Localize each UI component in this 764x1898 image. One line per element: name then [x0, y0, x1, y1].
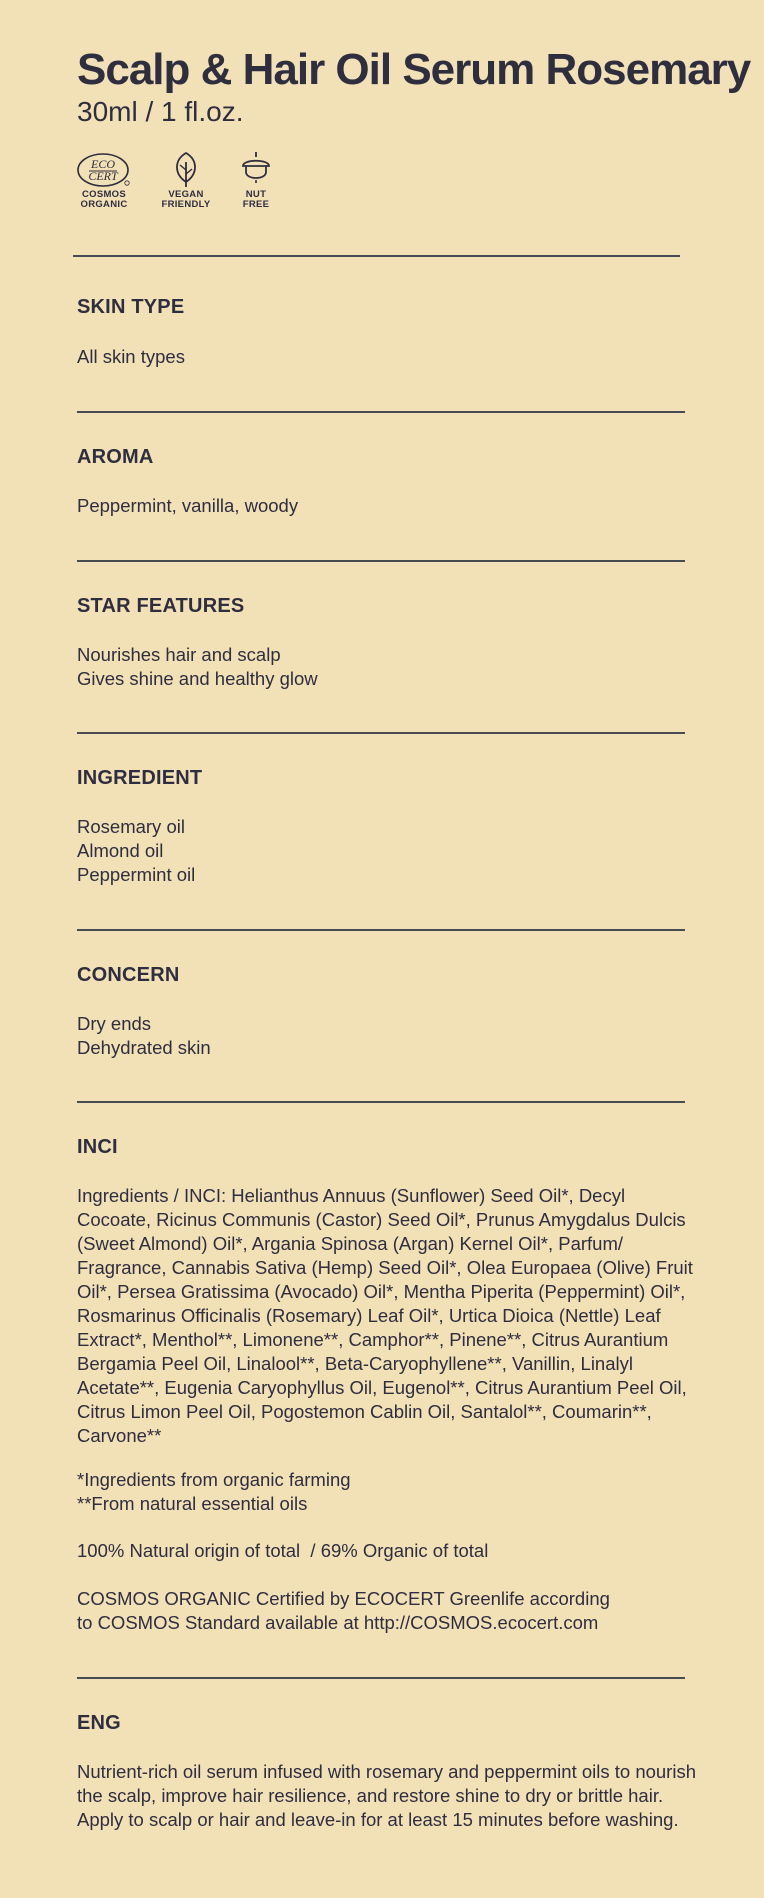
- section-heading-star-features: STAR FEATURES: [77, 595, 245, 617]
- divider: [77, 732, 685, 734]
- acorn-icon: [238, 150, 274, 188]
- section-heading-aroma: AROMA: [77, 446, 154, 468]
- section-heading-eng: ENG: [77, 1712, 121, 1734]
- section-heading-skin-type: SKIN TYPE: [77, 296, 185, 318]
- inci-cert-line: COSMOS ORGANIC Certified by ECOCERT Greenlife according: [77, 1588, 610, 1609]
- inci-cert-line: to COSMOS Standard available at http://COSMOS.ecocert.com: [77, 1612, 599, 1633]
- badge-cosmos-organic: [74, 150, 134, 210]
- leaf-icon: [166, 150, 206, 188]
- badge-label-cosmos-organic: COSMOS ORGANIC: [80, 189, 128, 210]
- badge-label-nut-free: NUT FREE: [242, 189, 270, 210]
- inci-certification: [77, 1587, 697, 1635]
- concern-line: Dry ends: [77, 1013, 152, 1034]
- certification-badges: [74, 150, 274, 210]
- ingredient-line: Peppermint oil: [77, 864, 196, 885]
- divider: [77, 1677, 685, 1679]
- section-body-skin-type: [77, 345, 697, 369]
- divider: [77, 411, 685, 413]
- inci-note-organic: *Ingredients from organic farming: [77, 1469, 351, 1490]
- divider: [73, 255, 680, 257]
- ingredient-line: Almond oil: [77, 840, 164, 861]
- section-body-aroma: [77, 494, 697, 518]
- ecocert-logo-text-top: ECO: [91, 157, 115, 171]
- section-heading-ingredient: INGREDIENT: [77, 767, 203, 789]
- ecocert-logo-icon: [75, 150, 133, 188]
- section-body-concern: [77, 1012, 697, 1060]
- ecocert-logo-text-bottom: CERT: [88, 169, 118, 183]
- badge-nut-free: [238, 150, 274, 210]
- skin-type-line: All skin types: [77, 346, 185, 367]
- section-heading-concern: CONCERN: [77, 964, 180, 986]
- inci-ingredients-list: Ingredients / INCI: Helianthus Annuus (Sunflower) Seed Oil*, Decyl Cocoate, Ricinus Communis (Castor) Seed Oil*, Prunus Amygdalus Dulcis (Sweet Almond) Oil*, Argania Spinosa (Argan) Kernel Oil*, Parfum/ Fragrance, Cannabis Sativa (Hemp) Seed Oil*, Olea Europaea (Olive) Fruit Oil*, Persea Gratissima (Avocado) Oil*, Mentha Piperita (Peppermint) Oil*, Rosmarinus Officinalis (Rosemary) Leaf Oil*, Urtica Dioica (Nettle) Leaf Extract*, Menthol**, Limonene**, Camphor**, Pinene**, Citrus Aurantium Bergamia Peel Oil, Linalool**, Beta-Caryophyllene**, Vanillin, Linalyl Acetate**, Eugenia Caryophyllus Oil, Eugenol**, Citrus Aurantium Peel Oil, Citrus Limon Peel Oil, Pogostemon Cablin Oil, Santalol**, Coumarin**, Carvone**: [77, 1185, 693, 1446]
- star-feature-line: Gives shine and healthy glow: [77, 668, 318, 689]
- divider: [77, 1101, 685, 1103]
- inci-note-essential-oils: **From natural essential oils: [77, 1493, 308, 1514]
- product-size: 30ml / 1 fl.oz.: [77, 96, 244, 127]
- aroma-line: Peppermint, vanilla, woody: [77, 495, 299, 516]
- badge-vegan-friendly: [156, 150, 216, 210]
- section-body-ingredient: [77, 815, 697, 887]
- star-feature-line: Nourishes hair and scalp: [77, 644, 281, 665]
- divider: [77, 929, 685, 931]
- section-heading-inci: INCI: [77, 1136, 118, 1158]
- eng-description: Nutrient-rich oil serum infused with rosemary and peppermint oils to nourish the scalp, improve hair resilience, and restore shine to dry or brittle hair. Apply to scalp or hair and leave-in for at least 15 minutes before washing.: [77, 1761, 696, 1830]
- inci-footnotes: [77, 1468, 697, 1516]
- section-body-star-features: [77, 643, 697, 691]
- ingredient-line: Rosemary oil: [77, 816, 185, 837]
- divider: [77, 560, 685, 562]
- product-title: Scalp & Hair Oil Serum Rosemary: [77, 45, 751, 94]
- badge-label-vegan-friendly: VEGAN FRIENDLY: [161, 189, 211, 210]
- inci-origin: 100% Natural origin of total / 69% Organic of total: [77, 1540, 489, 1561]
- concern-line: Dehydrated skin: [77, 1037, 211, 1058]
